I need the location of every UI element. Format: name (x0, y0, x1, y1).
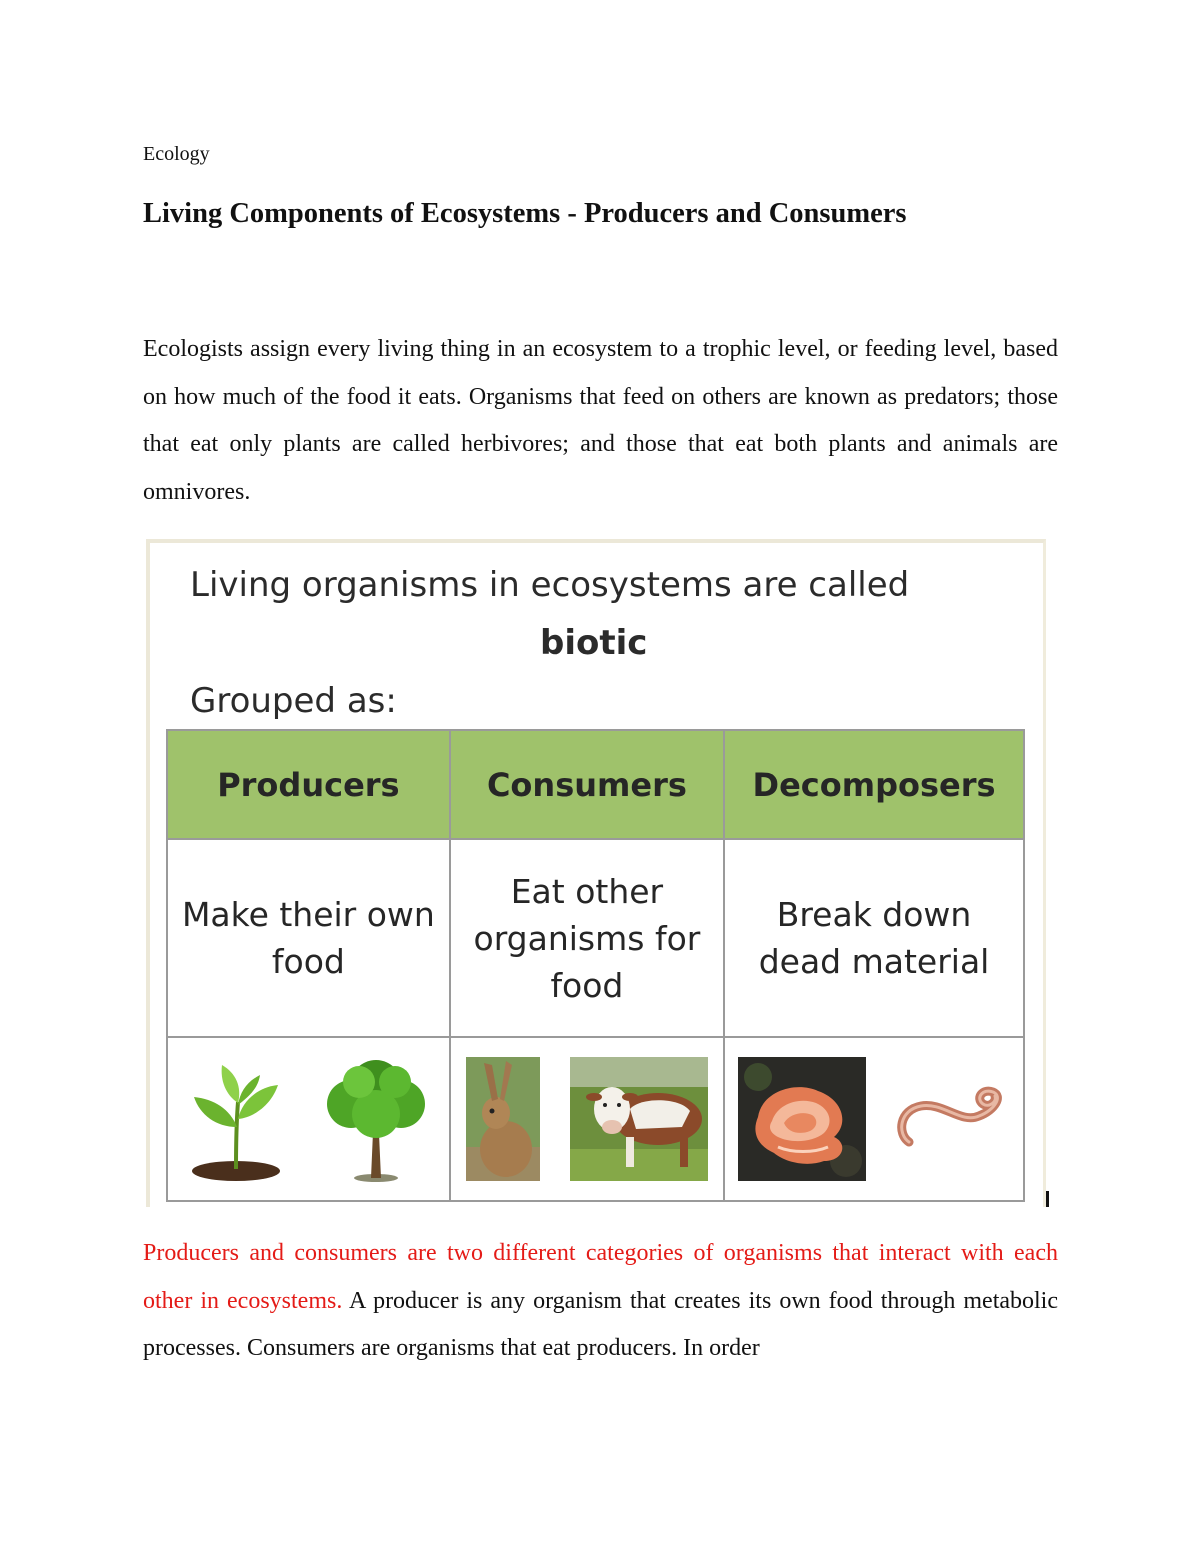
producers-consumers-paragraph (143, 1230, 1058, 1373)
paragraph-rest: A producer is any organism that creates its own food through metabolic processes. Consumers are organisms that eat producers. In order (143, 1287, 1059, 1361)
heading-producers: Producers (167, 730, 450, 839)
subject-label: Ecology (143, 143, 210, 165)
figure-caption-line: Living organisms in ecosystems are called (190, 565, 910, 605)
description-decomposers: Break down dead material (724, 839, 1024, 1037)
images-consumers (450, 1037, 724, 1201)
groups-table (166, 729, 1025, 1202)
fungus-photo (738, 1057, 866, 1181)
text-cursor (1046, 1191, 1049, 1207)
biotic-groups-figure (146, 539, 1046, 1207)
cow-photo (570, 1057, 708, 1181)
groups-image-row (167, 1037, 1024, 1201)
worm-icon (891, 1084, 1011, 1154)
images-decomposers (724, 1037, 1024, 1201)
groups-header-row (167, 730, 1024, 839)
tree-icon (321, 1054, 431, 1184)
seedling-plant-icon (186, 1057, 286, 1182)
description-producers: Make their own food (167, 839, 450, 1037)
highlighted-sentence: Producers and consumers are two different categories of organisms that interact with each other in ecosystems. (143, 1240, 1058, 1314)
heading-consumers: Consumers (450, 730, 724, 839)
images-producers (167, 1037, 450, 1201)
groups-description-row (167, 839, 1024, 1037)
figure-biotic-term: biotic (540, 623, 648, 663)
hare-photo (466, 1057, 540, 1181)
figure-grouped-label: Grouped as: (190, 681, 397, 721)
intro-paragraph: Ecologists assign every living thing in an ecosystem to a trophic level, or feeding level, based on how much of the food it eats. Organisms that feed on others are known as predators; those that eat only plants are called herbivores; and those that eat both plants and animals are omnivores. (143, 336, 1058, 505)
page-title: Living Components of Ecosystems - Producers and Consumers (143, 198, 907, 229)
description-consumers: Eat other organisms for food (450, 839, 724, 1037)
heading-decomposers: Decomposers (724, 730, 1024, 839)
